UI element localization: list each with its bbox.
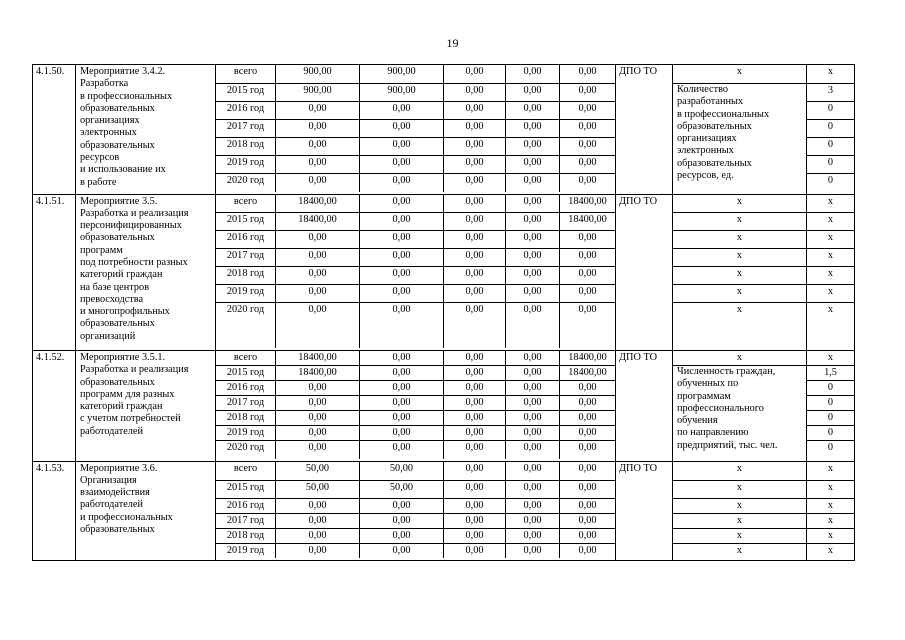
indicator-cell: х bbox=[673, 212, 807, 230]
indicator-value: 0 bbox=[807, 441, 855, 459]
indicator-cell: х bbox=[673, 284, 807, 302]
year-cell: 2017 год bbox=[216, 248, 276, 266]
measure-name-line: превосходства bbox=[80, 293, 144, 305]
amount-cell: 0,00 bbox=[506, 212, 560, 230]
measure-name-line: Организация bbox=[80, 474, 137, 486]
amount-cell: 0,00 bbox=[444, 174, 506, 192]
amount-cell: 0,00 bbox=[276, 266, 360, 284]
indicator-value: 1,5 bbox=[807, 366, 855, 381]
amount-cell: 0,00 bbox=[444, 480, 506, 498]
indicator-text bbox=[673, 366, 807, 462]
measure-name-line: в работе bbox=[80, 176, 117, 188]
amount-cell: 0,00 bbox=[506, 381, 560, 396]
amount-cell: 0,00 bbox=[560, 302, 616, 348]
measure-name-line: образовательных bbox=[80, 139, 155, 151]
measure-name-line: Мероприятие 3.4.2. bbox=[80, 66, 166, 77]
amount-cell: 0,00 bbox=[276, 174, 360, 192]
indicator-line: Численность граждан, bbox=[677, 366, 776, 377]
amount-cell: 0,00 bbox=[560, 513, 616, 528]
measure-name-line: взаимодействия bbox=[80, 487, 150, 499]
table-row bbox=[33, 65, 855, 84]
measure-name-line: организаций bbox=[80, 330, 136, 342]
amount-cell: 0,00 bbox=[444, 513, 506, 528]
amount-cell: 0,00 bbox=[506, 194, 560, 212]
indicator-line: организациях bbox=[677, 133, 737, 145]
amount-cell: 18400,00 bbox=[276, 351, 360, 366]
amount-cell: 0,00 bbox=[276, 528, 360, 543]
amount-cell: 0,00 bbox=[444, 498, 506, 513]
amount-cell: 0,00 bbox=[506, 351, 560, 366]
year-cell: 2020 год bbox=[216, 441, 276, 459]
year-cell: 2019 год bbox=[216, 426, 276, 441]
year-cell: 2015 год bbox=[216, 212, 276, 230]
year-cell: 2018 год bbox=[216, 528, 276, 543]
indicator-cell: х bbox=[673, 461, 807, 480]
amount-cell: 0,00 bbox=[444, 156, 506, 174]
amount-cell: 0,00 bbox=[360, 248, 444, 266]
program-table bbox=[32, 64, 855, 561]
measure-name-line: и многопрофильных bbox=[80, 306, 170, 318]
amount-cell: 18400,00 bbox=[276, 194, 360, 212]
amount-cell: 0,00 bbox=[560, 411, 616, 426]
year-cell: 2017 год bbox=[216, 513, 276, 528]
amount-cell: 0,00 bbox=[506, 102, 560, 120]
spacer-cell bbox=[673, 558, 807, 561]
amount-cell: 0,00 bbox=[506, 120, 560, 138]
indicator-line: разработанных bbox=[677, 96, 744, 108]
amount-cell: 0,00 bbox=[276, 498, 360, 513]
amount-cell: 0,00 bbox=[360, 138, 444, 156]
indicator-text bbox=[673, 84, 807, 195]
indicator-value: 0 bbox=[807, 138, 855, 156]
amount-cell: 0,00 bbox=[360, 230, 444, 248]
indicator-value: х bbox=[807, 528, 855, 543]
amount-cell: 0,00 bbox=[506, 284, 560, 302]
amount-cell: 0,00 bbox=[560, 84, 616, 102]
year-cell: 2019 год bbox=[216, 284, 276, 302]
year-cell: 2019 год bbox=[216, 156, 276, 174]
indicator-value: 0 bbox=[807, 102, 855, 120]
indicator-cell: х bbox=[673, 351, 807, 366]
measure-name bbox=[76, 194, 216, 351]
spacer-cell bbox=[216, 558, 616, 561]
amount-cell: 0,00 bbox=[276, 513, 360, 528]
amount-cell: 0,00 bbox=[560, 543, 616, 558]
indicator-line: электронных bbox=[677, 145, 734, 157]
year-cell: всего bbox=[216, 351, 276, 366]
spacer-cell bbox=[807, 558, 855, 561]
amount-cell: 0,00 bbox=[360, 351, 444, 366]
indicator-cell: х bbox=[673, 480, 807, 498]
indicator-value: х bbox=[807, 543, 855, 558]
measure-name-line: персонифицированных bbox=[80, 220, 182, 232]
amount-cell: 0,00 bbox=[444, 543, 506, 558]
amount-cell: 0,00 bbox=[276, 411, 360, 426]
indicator-line: обучения bbox=[677, 415, 718, 427]
amount-cell: 0,00 bbox=[444, 102, 506, 120]
row-code: 4.1.53. bbox=[33, 461, 76, 560]
amount-cell: 0,00 bbox=[360, 102, 444, 120]
amount-cell: 18400,00 bbox=[560, 194, 616, 212]
indicator-value: х bbox=[807, 266, 855, 284]
amount-cell: 18400,00 bbox=[560, 351, 616, 366]
amount-cell: 0,00 bbox=[444, 65, 506, 84]
amount-cell: 0,00 bbox=[360, 156, 444, 174]
amount-cell: 18400,00 bbox=[276, 366, 360, 381]
indicator-line: образовательных bbox=[677, 157, 752, 169]
amount-cell: 0,00 bbox=[560, 284, 616, 302]
measure-name-line: категорий граждан bbox=[80, 269, 163, 281]
amount-cell: 0,00 bbox=[444, 284, 506, 302]
indicator-line: обученных по bbox=[677, 378, 739, 390]
indicator-cell: х bbox=[673, 302, 807, 348]
amount-cell: 0,00 bbox=[506, 174, 560, 192]
amount-cell: 0,00 bbox=[506, 65, 560, 84]
table-row bbox=[33, 461, 855, 480]
amount-cell: 0,00 bbox=[276, 284, 360, 302]
year-cell: 2016 год bbox=[216, 230, 276, 248]
amount-cell: 0,00 bbox=[444, 351, 506, 366]
amount-cell: 0,00 bbox=[360, 302, 444, 348]
year-cell: 2016 год bbox=[216, 498, 276, 513]
indicator-value: 0 bbox=[807, 411, 855, 426]
amount-cell: 0,00 bbox=[276, 120, 360, 138]
amount-cell: 18400,00 bbox=[276, 212, 360, 230]
amount-cell: 0,00 bbox=[444, 120, 506, 138]
amount-cell: 0,00 bbox=[506, 156, 560, 174]
measure-name-line: под потребности разных bbox=[80, 256, 188, 268]
amount-cell: 0,00 bbox=[560, 396, 616, 411]
year-cell: 2018 год bbox=[216, 266, 276, 284]
amount-cell: 0,00 bbox=[444, 461, 506, 480]
measure-name-line: и использование их bbox=[80, 164, 166, 176]
indicator-line: по направлению bbox=[677, 427, 749, 439]
measure-name bbox=[76, 351, 216, 462]
amount-cell: 0,00 bbox=[360, 396, 444, 411]
amount-cell: 0,00 bbox=[560, 248, 616, 266]
amount-cell: 0,00 bbox=[506, 411, 560, 426]
measure-name-line: Разработка и реализация bbox=[80, 207, 189, 219]
amount-cell: 0,00 bbox=[444, 441, 506, 459]
amount-cell: 0,00 bbox=[506, 366, 560, 381]
year-cell: 2018 год bbox=[216, 411, 276, 426]
amount-cell: 0,00 bbox=[506, 461, 560, 480]
indicator-cell: х bbox=[673, 230, 807, 248]
indicator-value: 0 bbox=[807, 396, 855, 411]
indicator-cell: х bbox=[673, 498, 807, 513]
amount-cell: 0,00 bbox=[560, 174, 616, 192]
year-cell: 2015 год bbox=[216, 366, 276, 381]
amount-cell: 0,00 bbox=[276, 302, 360, 348]
measure-name-line: ресурсов bbox=[80, 152, 120, 164]
row-code: 4.1.51. bbox=[33, 194, 76, 351]
year-cell: 2015 год bbox=[216, 480, 276, 498]
indicator-value: х bbox=[807, 230, 855, 248]
amount-cell: 0,00 bbox=[444, 426, 506, 441]
amount-cell: 0,00 bbox=[444, 194, 506, 212]
amount-cell: 50,00 bbox=[276, 461, 360, 480]
amount-cell: 0,00 bbox=[360, 212, 444, 230]
amount-cell: 0,00 bbox=[444, 138, 506, 156]
amount-cell: 0,00 bbox=[444, 248, 506, 266]
indicator-cell: х bbox=[673, 513, 807, 528]
measure-name-line: образовательных bbox=[80, 318, 155, 330]
indicator-value: 0 bbox=[807, 381, 855, 396]
amount-cell: 0,00 bbox=[560, 156, 616, 174]
indicator-line: программам bbox=[677, 390, 731, 402]
amount-cell: 0,00 bbox=[506, 543, 560, 558]
amount-cell: 0,00 bbox=[560, 138, 616, 156]
indicator-value: х bbox=[807, 513, 855, 528]
year-cell: 2020 год bbox=[216, 174, 276, 192]
measure-name-line: Мероприятие 3.5. bbox=[80, 195, 158, 207]
indicator-line: профессионального bbox=[677, 402, 764, 414]
measure-name-line: электронных bbox=[80, 127, 137, 139]
amount-cell: 0,00 bbox=[560, 480, 616, 498]
amount-cell: 0,00 bbox=[506, 230, 560, 248]
amount-cell: 0,00 bbox=[360, 194, 444, 212]
year-cell: 2020 год bbox=[216, 302, 276, 348]
amount-cell: 0,00 bbox=[444, 84, 506, 102]
amount-cell: 0,00 bbox=[444, 230, 506, 248]
year-cell: 2016 год bbox=[216, 102, 276, 120]
amount-cell: 0,00 bbox=[276, 396, 360, 411]
measure-name bbox=[76, 65, 216, 195]
year-cell: 2015 год bbox=[216, 84, 276, 102]
indicator-cell: х bbox=[673, 65, 807, 84]
amount-cell: 0,00 bbox=[276, 138, 360, 156]
amount-cell: 0,00 bbox=[360, 411, 444, 426]
indicator-value: 3 bbox=[807, 84, 855, 102]
amount-cell: 0,00 bbox=[560, 266, 616, 284]
indicator-value: х bbox=[807, 65, 855, 84]
measure-name-line: и профессиональных bbox=[80, 511, 173, 523]
indicator-value: х bbox=[807, 194, 855, 212]
executor-cell: ДПО ТО bbox=[616, 65, 673, 195]
amount-cell: 0,00 bbox=[506, 426, 560, 441]
indicator-cell: х bbox=[673, 248, 807, 266]
amount-cell: 900,00 bbox=[360, 84, 444, 102]
amount-cell: 0,00 bbox=[276, 248, 360, 266]
executor-cell: ДПО ТО bbox=[616, 194, 673, 351]
indicator-value: х bbox=[807, 498, 855, 513]
amount-cell: 0,00 bbox=[506, 396, 560, 411]
indicator-value: х bbox=[807, 480, 855, 498]
measure-name-line: образовательных bbox=[80, 102, 155, 114]
measure-name-line: категорий граждан bbox=[80, 401, 163, 413]
amount-cell: 0,00 bbox=[560, 65, 616, 84]
amount-cell: 50,00 bbox=[360, 480, 444, 498]
measure-name-line: Мероприятие 3.5.1. bbox=[80, 352, 166, 363]
amount-cell: 0,00 bbox=[560, 102, 616, 120]
amount-cell: 0,00 bbox=[360, 284, 444, 302]
amount-cell: 0,00 bbox=[360, 426, 444, 441]
indicator-value: х bbox=[807, 461, 855, 480]
amount-cell: 0,00 bbox=[506, 248, 560, 266]
amount-cell: 0,00 bbox=[560, 426, 616, 441]
year-cell: всего bbox=[216, 461, 276, 480]
measure-name-line: программ для разных bbox=[80, 388, 175, 400]
table-row bbox=[33, 194, 855, 212]
amount-cell: 0,00 bbox=[506, 138, 560, 156]
amount-cell: 0,00 bbox=[506, 441, 560, 459]
amount-cell: 0,00 bbox=[444, 266, 506, 284]
indicator-cell: х bbox=[673, 543, 807, 558]
amount-cell: 0,00 bbox=[276, 543, 360, 558]
indicator-value: х bbox=[807, 302, 855, 348]
measure-name-line: в профессиональных bbox=[80, 90, 173, 102]
indicator-value: 0 bbox=[807, 426, 855, 441]
indicator-value: 0 bbox=[807, 156, 855, 174]
amount-cell: 0,00 bbox=[560, 528, 616, 543]
measure-name-line: работодателей bbox=[80, 425, 144, 437]
row-code: 4.1.50. bbox=[33, 65, 76, 195]
amount-cell: 0,00 bbox=[360, 543, 444, 558]
year-cell: 2019 год bbox=[216, 543, 276, 558]
indicator-value: х bbox=[807, 212, 855, 230]
indicator-value: х bbox=[807, 248, 855, 266]
amount-cell: 0,00 bbox=[444, 366, 506, 381]
indicator-cell: х bbox=[673, 528, 807, 543]
indicator-line: образовательных bbox=[677, 120, 752, 132]
indicator-value: х bbox=[807, 351, 855, 366]
indicator-cell: х bbox=[673, 194, 807, 212]
amount-cell: 0,00 bbox=[360, 266, 444, 284]
measure-name-line: работодателей bbox=[80, 499, 144, 511]
table-body bbox=[33, 65, 855, 561]
amount-cell: 0,00 bbox=[444, 302, 506, 348]
amount-cell: 0,00 bbox=[444, 396, 506, 411]
measure-name-line: Мероприятие 3.6. bbox=[80, 462, 158, 474]
indicator-line: ресурсов, ед. bbox=[677, 170, 734, 182]
amount-cell: 18400,00 bbox=[560, 212, 616, 230]
row-code: 4.1.52. bbox=[33, 351, 76, 462]
measure-name-line: программ bbox=[80, 244, 123, 256]
year-cell: 2016 год bbox=[216, 381, 276, 396]
amount-cell: 0,00 bbox=[276, 441, 360, 459]
amount-cell: 0,00 bbox=[506, 266, 560, 284]
amount-cell: 0,00 bbox=[444, 212, 506, 230]
amount-cell: 0,00 bbox=[360, 381, 444, 396]
amount-cell: 0,00 bbox=[360, 120, 444, 138]
indicator-value: 0 bbox=[807, 174, 855, 192]
amount-cell: 0,00 bbox=[360, 528, 444, 543]
indicator-line: в профессиональных bbox=[677, 108, 770, 120]
amount-cell: 0,00 bbox=[560, 441, 616, 459]
amount-cell: 0,00 bbox=[560, 461, 616, 480]
amount-cell: 0,00 bbox=[360, 498, 444, 513]
amount-cell: 0,00 bbox=[560, 381, 616, 396]
table-row bbox=[33, 351, 855, 366]
measure-name-line: образовательных bbox=[80, 232, 155, 244]
measure-name bbox=[76, 461, 216, 560]
amount-cell: 900,00 bbox=[360, 65, 444, 84]
amount-cell: 0,00 bbox=[276, 230, 360, 248]
measure-name-line: на базе центров bbox=[80, 281, 150, 293]
amount-cell: 0,00 bbox=[444, 381, 506, 396]
amount-cell: 0,00 bbox=[506, 528, 560, 543]
measure-name-line: организациях bbox=[80, 115, 140, 127]
indicator-line: предприятий, тыс. чел. bbox=[677, 439, 778, 451]
amount-cell: 0,00 bbox=[560, 498, 616, 513]
amount-cell: 0,00 bbox=[506, 84, 560, 102]
year-cell: всего bbox=[216, 194, 276, 212]
indicator-value: 0 bbox=[807, 120, 855, 138]
year-cell: 2017 год bbox=[216, 120, 276, 138]
indicator-value: х bbox=[807, 284, 855, 302]
measure-name-line: Разработка bbox=[80, 78, 129, 90]
measure-name-line: с учетом потребностей bbox=[80, 413, 181, 425]
amount-cell: 0,00 bbox=[506, 480, 560, 498]
year-cell: 2017 год bbox=[216, 396, 276, 411]
amount-cell: 0,00 bbox=[506, 513, 560, 528]
measure-name-line: образовательных bbox=[80, 523, 155, 535]
indicator-cell: х bbox=[673, 266, 807, 284]
measure-name-line: Разработка и реализация bbox=[80, 364, 189, 376]
amount-cell: 18400,00 bbox=[560, 366, 616, 381]
amount-cell: 0,00 bbox=[276, 102, 360, 120]
indicator-line: Количество bbox=[677, 84, 729, 95]
executor-cell: ДПО ТО bbox=[616, 461, 673, 560]
amount-cell: 0,00 bbox=[360, 366, 444, 381]
year-cell: всего bbox=[216, 65, 276, 84]
measure-name-line: образовательных bbox=[80, 376, 155, 388]
amount-cell: 0,00 bbox=[276, 156, 360, 174]
amount-cell: 0,00 bbox=[560, 230, 616, 248]
amount-cell: 0,00 bbox=[276, 381, 360, 396]
amount-cell: 900,00 bbox=[276, 84, 360, 102]
page-number: 19 bbox=[446, 36, 459, 50]
amount-cell: 0,00 bbox=[506, 498, 560, 513]
amount-cell: 0,00 bbox=[444, 411, 506, 426]
amount-cell: 900,00 bbox=[276, 65, 360, 84]
year-cell: 2018 год bbox=[216, 138, 276, 156]
amount-cell: 50,00 bbox=[276, 480, 360, 498]
amount-cell: 0,00 bbox=[506, 302, 560, 348]
amount-cell: 0,00 bbox=[360, 513, 444, 528]
amount-cell: 0,00 bbox=[276, 426, 360, 441]
amount-cell: 0,00 bbox=[360, 441, 444, 459]
amount-cell: 0,00 bbox=[360, 174, 444, 192]
executor-cell: ДПО ТО bbox=[616, 351, 673, 462]
amount-cell: 0,00 bbox=[560, 120, 616, 138]
amount-cell: 50,00 bbox=[360, 461, 444, 480]
amount-cell: 0,00 bbox=[444, 528, 506, 543]
